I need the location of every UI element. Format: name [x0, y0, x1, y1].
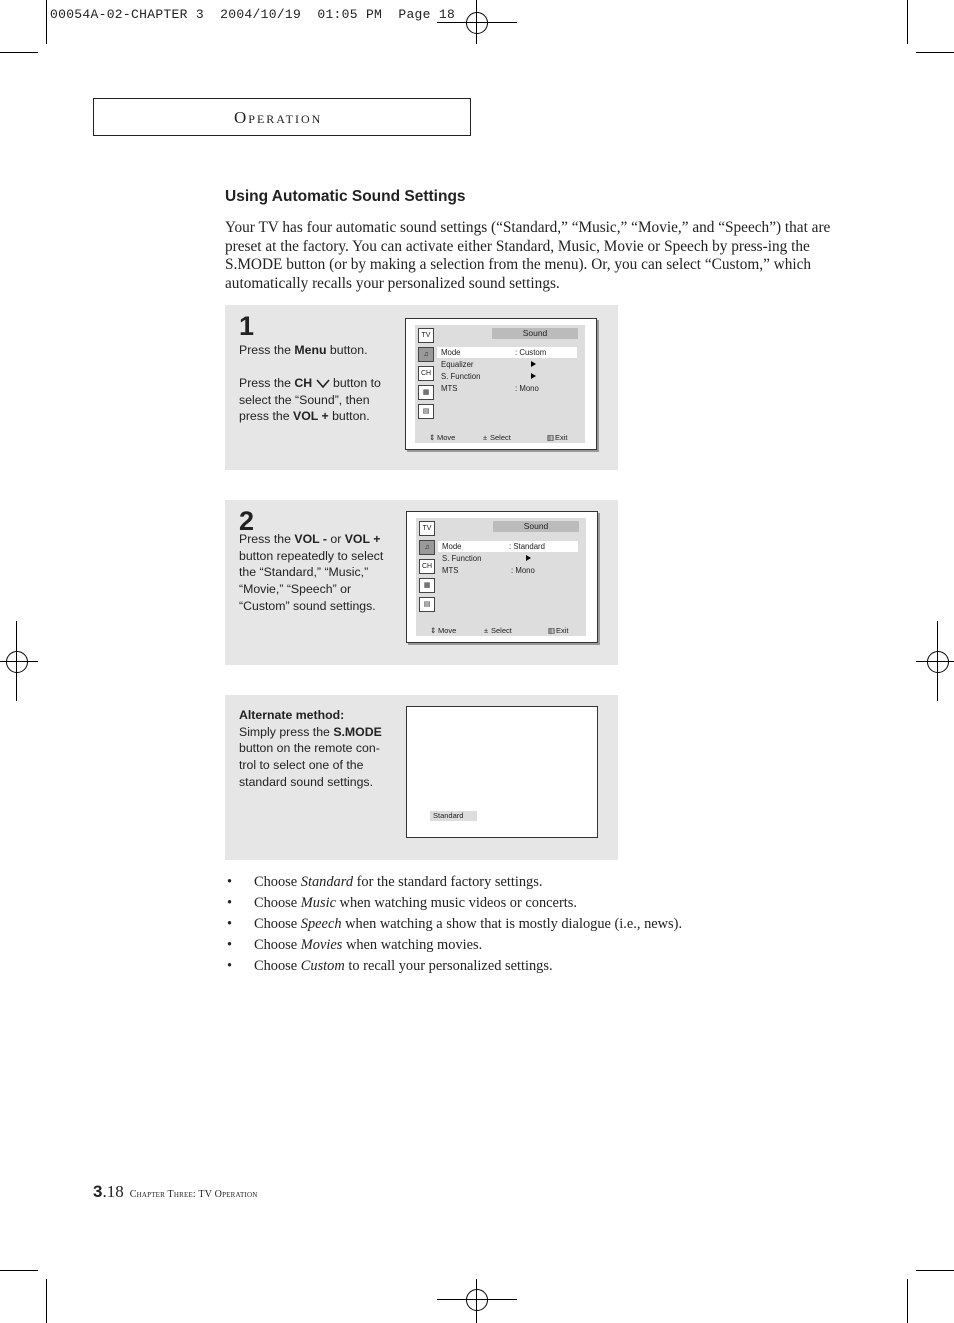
menu-area — [416, 518, 586, 635]
step-2-text: Press the VOL - or VOL + button repeatedly to select the “Standard,” “Music,” “Movie,” “Speech” or “Custom” sound settings. — [239, 532, 384, 613]
settings-bullet-list — [225, 872, 682, 977]
crop-mark — [0, 52, 38, 53]
menu-row-s-function: S. Function — [437, 371, 577, 382]
chapter-number: 3 — [93, 1182, 103, 1201]
list-item: • Choose Speech when watching a show that is mostly dialogue (i.e., news). — [227, 916, 683, 932]
page-footer — [93, 1182, 258, 1202]
menu-row-mts: MTS : Mono — [441, 384, 539, 393]
page-title: Using Automatic Sound Settings — [225, 188, 466, 205]
menu-row-mode: Mode : Standard — [438, 541, 578, 552]
list-item: • Choose Movies when watching movies. — [227, 937, 483, 953]
registration-mark — [466, 1289, 488, 1311]
exit-icon: ▥ — [548, 626, 556, 635]
crop-mark — [907, 1279, 908, 1323]
menu-row-equalizer: Equalizer — [437, 359, 577, 370]
section-label-box — [93, 98, 471, 136]
select-icon: ± — [483, 433, 488, 442]
alternate-text: Alternate method: Simply press the S.MODE button on the remote con-trol to select one of the standard sound settings. — [239, 708, 382, 789]
step-number: 1 — [239, 311, 255, 341]
crop-mark — [0, 1270, 38, 1271]
crop-mark — [907, 0, 908, 44]
function-icon: ▦ — [418, 385, 434, 400]
crop-mark — [916, 52, 954, 53]
alternate-method-panel — [225, 695, 618, 860]
menu-heading: Sound — [493, 521, 579, 532]
menu-row-mts: MTS : Mono — [442, 566, 535, 575]
menu-footer: ⇕ Move ± Select ▥ Exit — [415, 433, 585, 443]
list-item: • Choose Custom to recall your personalized settings. — [227, 958, 553, 974]
menu-row-mode: Mode : Custom — [437, 347, 577, 358]
osd-standard-label: Standard — [430, 811, 477, 821]
crop-mark — [46, 1279, 47, 1323]
registration-mark — [6, 651, 28, 673]
chapter-label: Chapter Three: TV Operation — [129, 1189, 258, 1200]
crop-mark — [916, 1270, 954, 1271]
move-icon: ⇕ — [429, 433, 436, 442]
function-icon: ▦ — [419, 578, 435, 593]
channel-icon: CH — [419, 559, 435, 574]
picture-icon: TV — [419, 521, 435, 536]
step-1-text-a: Press the Menu button. — [239, 343, 368, 357]
step-number: 2 — [239, 506, 255, 536]
section-label: Operation — [234, 108, 323, 127]
tv-osd-screen — [406, 706, 598, 838]
arrow-right-icon — [531, 373, 536, 379]
move-icon: ⇕ — [430, 626, 437, 635]
setup-icon: ▤ — [418, 404, 434, 419]
menu-icon-column — [419, 521, 435, 616]
exit-icon: ▥ — [547, 433, 555, 442]
sound-icon: ♫ — [419, 540, 435, 555]
menu-icon-column — [418, 328, 434, 423]
list-item: • Choose Music when watching music videos or concerts. — [227, 895, 577, 911]
tv-menu-screen — [406, 511, 598, 643]
arrow-right-icon — [526, 555, 531, 561]
step-1-panel — [225, 305, 618, 470]
registration-mark — [927, 651, 949, 673]
tv-menu-screen — [405, 318, 597, 450]
print-slug: 00054A-02-CHAPTER 3 2004/10/19 01:05 PM Page 18 — [50, 7, 456, 22]
sound-icon: ♫ — [418, 347, 434, 362]
step-1-text-b: Press the CH button to select the “Sound”, then press the VOL + button. — [239, 376, 381, 424]
registration-mark — [466, 12, 488, 34]
select-icon: ± — [484, 626, 489, 635]
chevron-down-icon — [316, 379, 330, 388]
arrow-right-icon — [531, 361, 536, 367]
picture-icon: TV — [418, 328, 434, 343]
menu-area — [415, 325, 585, 442]
intro-paragraph: Your TV has four automatic sound settings (“Standard,” “Music,” “Movie,” and “Speech”) that are preset at the factory. You can activate either Standard, Music, Movie or Speech by press-ing the S.MODE button (or by making a selection from the menu). Or, you can select “Custom,” which automatically recalls your personalized sound settings. — [225, 219, 831, 292]
list-item: • Choose Standard for the standard factory settings. — [227, 874, 543, 890]
step-2-panel — [225, 500, 618, 665]
menu-footer: ⇕ Move ± Select ▥ Exit — [416, 626, 586, 636]
menu-row-s-function: S. Function — [438, 553, 578, 564]
crop-mark — [46, 0, 47, 44]
channel-icon: CH — [418, 366, 434, 381]
menu-heading: Sound — [492, 328, 578, 339]
page-number: .18 — [102, 1182, 124, 1201]
setup-icon: ▤ — [419, 597, 435, 612]
